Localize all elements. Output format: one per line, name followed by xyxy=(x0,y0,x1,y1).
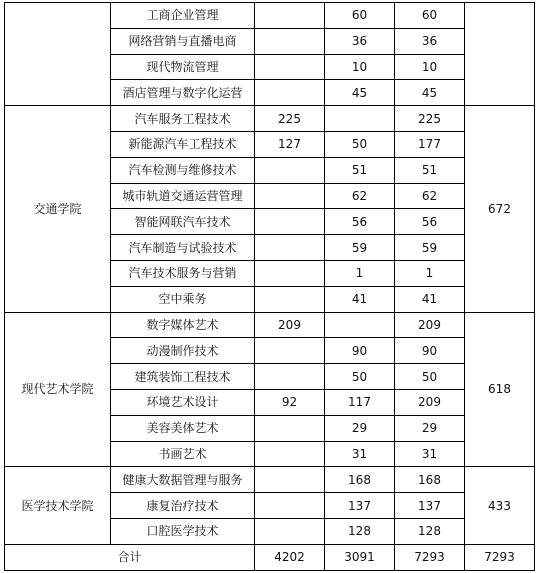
count-b: 45 xyxy=(325,80,395,106)
count-b xyxy=(325,106,395,132)
count-b: 29 xyxy=(325,415,395,441)
count-a xyxy=(255,3,325,29)
major-name: 汽车制造与试验技术 xyxy=(111,235,255,261)
count-a: 92 xyxy=(255,389,325,415)
count-a xyxy=(255,286,325,312)
count-b xyxy=(325,312,395,338)
table-row xyxy=(5,467,535,493)
row-sum: 168 xyxy=(395,467,465,493)
major-name: 酒店管理与数字化运营 xyxy=(111,80,255,106)
count-b: 51 xyxy=(325,157,395,183)
enrollment-plan-table xyxy=(4,2,535,571)
count-b: 62 xyxy=(325,183,395,209)
row-sum: 29 xyxy=(395,415,465,441)
count-a xyxy=(255,467,325,493)
count-b: 36 xyxy=(325,28,395,54)
count-b: 1 xyxy=(325,260,395,286)
row-sum: 60 xyxy=(395,3,465,29)
major-name: 康复治疗技术 xyxy=(111,493,255,519)
table-row xyxy=(5,106,535,132)
row-sum: 31 xyxy=(395,441,465,467)
major-name: 工商企业管理 xyxy=(111,3,255,29)
college-name: 交通学院 xyxy=(5,106,111,312)
row-sum: 59 xyxy=(395,235,465,261)
major-name: 汽车技术服务与营销 xyxy=(111,260,255,286)
college-name: 现代艺术学院 xyxy=(5,312,111,467)
row-sum: 62 xyxy=(395,183,465,209)
total-b: 3091 xyxy=(325,544,395,570)
row-sum: 41 xyxy=(395,286,465,312)
count-a xyxy=(255,338,325,364)
count-a xyxy=(255,209,325,235)
count-b: 128 xyxy=(325,518,395,544)
row-sum: 209 xyxy=(395,312,465,338)
total-sum: 7293 xyxy=(395,544,465,570)
major-name: 智能网联汽车技术 xyxy=(111,209,255,235)
row-sum: 45 xyxy=(395,80,465,106)
major-name: 美容美体艺术 xyxy=(111,415,255,441)
college-total: 618 xyxy=(465,312,535,467)
count-b: 56 xyxy=(325,209,395,235)
major-name: 汽车服务工程技术 xyxy=(111,106,255,132)
major-name: 空中乘务 xyxy=(111,286,255,312)
count-b: 59 xyxy=(325,235,395,261)
major-name: 建筑装饰工程技术 xyxy=(111,364,255,390)
major-name: 口腔医学技术 xyxy=(111,518,255,544)
row-sum: 225 xyxy=(395,106,465,132)
college-total: 672 xyxy=(465,106,535,312)
college-total xyxy=(465,3,535,106)
count-b: 41 xyxy=(325,286,395,312)
college-total: 433 xyxy=(465,467,535,544)
major-name: 新能源汽车工程技术 xyxy=(111,131,255,157)
major-name: 汽车检测与维修技术 xyxy=(111,157,255,183)
count-b: 117 xyxy=(325,389,395,415)
row-sum: 1 xyxy=(395,260,465,286)
row-sum: 36 xyxy=(395,28,465,54)
row-sum: 56 xyxy=(395,209,465,235)
count-b: 168 xyxy=(325,467,395,493)
total-a: 4202 xyxy=(255,544,325,570)
count-b: 90 xyxy=(325,338,395,364)
table-row xyxy=(5,3,535,29)
count-a xyxy=(255,28,325,54)
count-a xyxy=(255,54,325,80)
count-a: 209 xyxy=(255,312,325,338)
count-b: 31 xyxy=(325,441,395,467)
count-a xyxy=(255,518,325,544)
row-sum: 90 xyxy=(395,338,465,364)
major-name: 网络营销与直播电商 xyxy=(111,28,255,54)
total-grand: 7293 xyxy=(465,544,535,570)
count-a xyxy=(255,260,325,286)
college-name xyxy=(5,3,111,106)
major-name: 书画艺术 xyxy=(111,441,255,467)
count-a: 127 xyxy=(255,131,325,157)
row-sum: 209 xyxy=(395,389,465,415)
count-b: 137 xyxy=(325,493,395,519)
enrollment-plan-table-container xyxy=(4,2,535,571)
count-a xyxy=(255,364,325,390)
row-sum: 128 xyxy=(395,518,465,544)
count-a xyxy=(255,183,325,209)
major-name: 城市轨道交通运营管理 xyxy=(111,183,255,209)
major-name: 数字媒体艺术 xyxy=(111,312,255,338)
count-a xyxy=(255,157,325,183)
row-sum: 10 xyxy=(395,54,465,80)
count-a xyxy=(255,80,325,106)
row-sum: 50 xyxy=(395,364,465,390)
major-name: 动漫制作技术 xyxy=(111,338,255,364)
count-b: 50 xyxy=(325,131,395,157)
count-b: 60 xyxy=(325,3,395,29)
college-name: 医学技术学院 xyxy=(5,467,111,544)
total-label: 合计 xyxy=(5,544,255,570)
row-sum: 51 xyxy=(395,157,465,183)
count-a xyxy=(255,441,325,467)
row-sum: 137 xyxy=(395,493,465,519)
total-row xyxy=(5,544,535,570)
count-a xyxy=(255,235,325,261)
major-name: 现代物流管理 xyxy=(111,54,255,80)
major-name: 环境艺术设计 xyxy=(111,389,255,415)
count-a xyxy=(255,415,325,441)
table-body xyxy=(5,3,535,571)
count-a: 225 xyxy=(255,106,325,132)
count-a xyxy=(255,493,325,519)
count-b: 10 xyxy=(325,54,395,80)
count-b: 50 xyxy=(325,364,395,390)
row-sum: 177 xyxy=(395,131,465,157)
major-name: 健康大数据管理与服务 xyxy=(111,467,255,493)
table-row xyxy=(5,312,535,338)
